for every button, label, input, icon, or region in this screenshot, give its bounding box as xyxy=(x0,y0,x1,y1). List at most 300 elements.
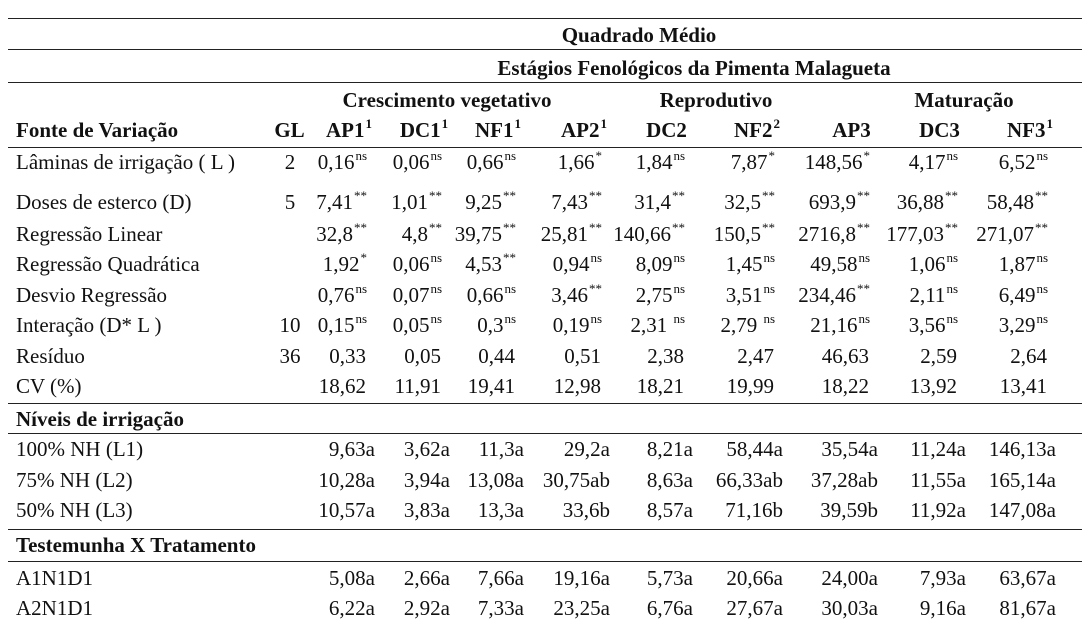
table-cell: 63,67a xyxy=(999,566,1056,590)
table-cell xyxy=(897,190,958,214)
table-cell: 66,33ab xyxy=(715,468,783,492)
table-cell: 33,6b xyxy=(562,498,610,522)
table-cell xyxy=(636,150,685,174)
column-header xyxy=(646,118,688,142)
table-cell xyxy=(478,344,516,368)
cell-value: 0,06 xyxy=(392,252,430,276)
table-cell: 11,3a xyxy=(478,437,524,461)
cell-value: 18,22 xyxy=(821,374,869,398)
significance-mark: ns xyxy=(673,311,685,326)
cell-value: 0,76 xyxy=(317,283,355,307)
rule-below-columns xyxy=(8,147,1082,148)
table-cell xyxy=(613,222,685,246)
rule-section-irrigation-top xyxy=(8,403,1082,404)
significance-mark: ** xyxy=(429,188,442,203)
column-header xyxy=(274,118,305,142)
table-cell xyxy=(999,150,1048,174)
table-cell: 5,73a xyxy=(646,566,693,590)
table-cell: 27,67a xyxy=(726,596,783,620)
gl-value: 2 xyxy=(284,150,296,174)
cell-value: 0,3 xyxy=(477,313,504,337)
significance-mark: * xyxy=(360,250,367,265)
significance-mark: ** xyxy=(589,188,602,203)
cell-value: 4,53 xyxy=(465,252,502,276)
table-cell xyxy=(404,344,442,368)
table-cell: 6,22a xyxy=(328,596,375,620)
significance-mark: ns xyxy=(1036,250,1048,265)
table-cell: 8,63a xyxy=(646,468,693,492)
table-cell xyxy=(724,190,775,214)
cell-value: 1,01 xyxy=(391,190,428,214)
table-cell xyxy=(822,374,870,398)
significance-mark: ** xyxy=(945,220,958,235)
table-cell xyxy=(455,222,516,246)
cell-value: 1,45 xyxy=(725,252,763,276)
rule-section-control-top xyxy=(8,529,1082,530)
significance-mark: ns xyxy=(355,281,367,296)
table-cell: 13,08a xyxy=(467,468,524,492)
significance-mark: ** xyxy=(589,281,602,296)
column-header xyxy=(832,118,872,142)
column-header xyxy=(400,118,448,142)
table-cell: 19,16a xyxy=(553,566,610,590)
table-cell xyxy=(316,190,367,214)
cell-value: 0,51 xyxy=(564,344,601,368)
table-cell xyxy=(393,150,442,174)
table-cell xyxy=(798,222,870,246)
table-cell xyxy=(737,344,775,368)
table-cell: 71,16b xyxy=(725,498,783,522)
table-cell: 7,66a xyxy=(477,566,524,590)
group-crescimento: Crescimento vegetativo xyxy=(342,88,552,112)
cell-value: 2,64 xyxy=(1010,344,1047,368)
cell-value: 0,66 xyxy=(466,150,504,174)
table-cell xyxy=(810,252,870,276)
cell-value: 49,58 xyxy=(810,252,858,276)
significance-mark: ns xyxy=(504,311,516,326)
significance-mark: 1 xyxy=(600,116,607,131)
table-cell: 23,25a xyxy=(553,596,610,620)
table-cell xyxy=(402,222,442,246)
table-cell xyxy=(558,150,602,174)
table-cell: 9,63a xyxy=(328,437,375,461)
cell-value: 36,88 xyxy=(896,190,944,214)
cell-value: NF2 xyxy=(734,118,773,142)
cell-value: 3,56 xyxy=(908,313,946,337)
table-cell: 2,92a xyxy=(403,596,450,620)
cell-value: 3,46 xyxy=(551,283,588,307)
table-cell: 11,55a xyxy=(910,468,966,492)
table-cell: 81,67a xyxy=(999,596,1056,620)
significance-mark: ** xyxy=(857,281,870,296)
table-cell xyxy=(541,222,602,246)
significance-mark: ns xyxy=(763,281,775,296)
table-cell xyxy=(316,222,367,246)
column-header xyxy=(326,118,372,142)
cell-value: 2716,8 xyxy=(798,222,856,246)
column-header xyxy=(475,118,521,142)
significance-mark: 1 xyxy=(1046,116,1053,131)
table-cell xyxy=(329,344,367,368)
table-cell xyxy=(1000,374,1048,398)
column-header xyxy=(734,118,780,142)
cell-value: 2,31 xyxy=(630,313,673,337)
significance-mark: * xyxy=(768,148,775,163)
table-cell: 7,33a xyxy=(477,596,524,620)
table-cell: 3,83a xyxy=(403,498,450,522)
table-cell: 7,93a xyxy=(919,566,966,590)
cell-value: NF1 xyxy=(475,118,514,142)
row-label: Resíduo xyxy=(16,344,85,368)
table-cell xyxy=(318,313,367,337)
gl-value: 10 xyxy=(279,313,301,337)
cell-value: 32,8 xyxy=(316,222,353,246)
significance-mark: ** xyxy=(762,220,775,235)
cell-value: 46,63 xyxy=(821,344,869,368)
significance-mark: 1 xyxy=(365,116,372,131)
table-cell: 165,14a xyxy=(988,468,1056,492)
table-cell: 3,94a xyxy=(403,468,450,492)
cell-value: 140,66 xyxy=(613,222,671,246)
significance-mark: ns xyxy=(504,281,516,296)
significance-mark: 2 xyxy=(773,116,780,131)
significance-mark: ns xyxy=(673,250,685,265)
row-label: CV (%) xyxy=(16,374,82,398)
table-cell xyxy=(798,283,870,307)
table-cell xyxy=(647,344,685,368)
table-cell: 8,57a xyxy=(646,498,693,522)
table-cell xyxy=(636,252,685,276)
table-cell xyxy=(726,283,775,307)
cell-value: 2,11 xyxy=(909,283,946,307)
significance-mark: ** xyxy=(762,188,775,203)
table-cell xyxy=(551,190,602,214)
cell-value: DC2 xyxy=(646,118,687,142)
cell-value: 32,5 xyxy=(724,190,761,214)
table-cell xyxy=(477,313,516,337)
table-subtitle: Estágios Fenológicos da Pimenta Malagueta xyxy=(497,56,891,80)
cell-value: 7,43 xyxy=(551,190,588,214)
table-cell xyxy=(465,252,516,276)
significance-mark: ** xyxy=(589,220,602,235)
significance-mark: ns xyxy=(1036,281,1048,296)
table-cell xyxy=(318,283,367,307)
table-cell: 10,57a xyxy=(318,498,375,522)
cell-value: DC3 xyxy=(919,118,960,142)
table-cell: 2,66a xyxy=(403,566,450,590)
table-cell: 30,03a xyxy=(821,596,878,620)
rule-section-control-bottom xyxy=(8,561,1082,562)
column-header xyxy=(1007,118,1053,142)
significance-mark: ** xyxy=(857,188,870,203)
significance-mark: ns xyxy=(1036,148,1048,163)
cell-value: 3,51 xyxy=(725,283,763,307)
table-cell xyxy=(553,252,602,276)
table-cell xyxy=(805,150,870,174)
row-label: 75% NH (L2) xyxy=(16,468,133,492)
significance-mark: ns xyxy=(763,311,775,326)
table-cell: 146,13a xyxy=(988,437,1056,461)
table-cell xyxy=(910,374,958,398)
table-cell xyxy=(999,313,1048,337)
table-cell xyxy=(551,283,602,307)
significance-mark: ns xyxy=(430,148,442,163)
significance-mark: ns xyxy=(858,250,870,265)
row-label: Interação (D* L ) xyxy=(16,313,162,337)
cell-value: 0,06 xyxy=(392,150,430,174)
row-label: Regressão Linear xyxy=(16,222,163,246)
significance-mark: 1 xyxy=(514,116,521,131)
table-cell: 147,08a xyxy=(988,498,1056,522)
table-cell xyxy=(731,150,775,174)
table-cell xyxy=(909,150,958,174)
cell-value: 31,4 xyxy=(634,190,671,214)
table-cell xyxy=(920,344,958,368)
significance-mark: ** xyxy=(503,220,516,235)
table-cell xyxy=(1010,344,1048,368)
table-cell: 35,54a xyxy=(821,437,878,461)
table-cell xyxy=(987,190,1048,214)
table-cell: 37,28ab xyxy=(810,468,878,492)
row-label: Regressão Quadrática xyxy=(16,252,200,276)
table-cell xyxy=(726,252,775,276)
cell-value: 0,66 xyxy=(466,283,504,307)
significance-mark: ns xyxy=(590,311,602,326)
cell-value: 8,09 xyxy=(635,252,673,276)
row-label: Doses de esterco (D) xyxy=(16,190,192,214)
cell-value: 2,47 xyxy=(737,344,774,368)
cell-value: 13,92 xyxy=(909,374,957,398)
section-title-testemunha: Testemunha X Tratamento xyxy=(16,533,256,557)
cell-value: 6,52 xyxy=(998,150,1036,174)
significance-mark: 1 xyxy=(441,116,449,131)
cell-value: 11,91 xyxy=(394,374,441,398)
table-cell xyxy=(999,252,1048,276)
gl-value: 5 xyxy=(284,190,296,214)
table-cell: 13,3a xyxy=(477,498,524,522)
cell-value: 1,84 xyxy=(635,150,673,174)
group-maturacao: Maturação xyxy=(914,88,1014,112)
table-cell xyxy=(391,190,442,214)
table-cell xyxy=(467,283,516,307)
cell-value: 58,48 xyxy=(986,190,1034,214)
significance-mark: ** xyxy=(354,188,367,203)
table-cell xyxy=(323,252,367,276)
significance-mark: ** xyxy=(354,220,367,235)
table-cell xyxy=(909,313,958,337)
cell-value: 19,41 xyxy=(467,374,515,398)
cell-value: 0,15 xyxy=(317,313,355,337)
cell-value: 1,87 xyxy=(998,252,1036,276)
cell-value: NF3 xyxy=(1007,118,1046,142)
significance-mark: ** xyxy=(672,188,685,203)
significance-mark: ns xyxy=(430,311,442,326)
table-cell: 6,76a xyxy=(646,596,693,620)
cell-value: 1,66 xyxy=(557,150,595,174)
significance-mark: * xyxy=(595,148,602,163)
significance-mark: ns xyxy=(946,148,958,163)
row-label: Desvio Regressão xyxy=(16,283,168,307)
table-cell xyxy=(554,374,602,398)
table-title: Quadrado Médio xyxy=(561,23,717,47)
significance-mark: ns xyxy=(504,148,516,163)
cell-value: 19,99 xyxy=(726,374,774,398)
table-cell xyxy=(886,222,958,246)
significance-mark: ns xyxy=(590,250,602,265)
table-cell xyxy=(634,190,685,214)
table-cell xyxy=(636,283,685,307)
rule-top xyxy=(8,18,1082,19)
cell-value: 0,07 xyxy=(392,283,430,307)
significance-mark: ** xyxy=(429,220,442,235)
cell-value: 0,33 xyxy=(329,344,366,368)
cell-value: 2,59 xyxy=(920,344,957,368)
table-cell xyxy=(637,374,685,398)
table-cell xyxy=(465,190,516,214)
table-cell: 30,75ab xyxy=(542,468,610,492)
table-cell xyxy=(909,252,958,276)
significance-mark: ** xyxy=(945,188,958,203)
significance-mark: ** xyxy=(1035,188,1048,203)
cell-value: AP1 xyxy=(326,118,365,142)
table-cell: 5,08a xyxy=(328,566,375,590)
table-cell: 10,28a xyxy=(318,468,375,492)
row-label: Lâminas de irrigação ( L ) xyxy=(16,150,236,174)
cell-value: 2,38 xyxy=(647,344,684,368)
cell-value: GL xyxy=(274,118,305,142)
table-cell xyxy=(564,344,602,368)
cell-value: 1,92 xyxy=(322,252,360,276)
significance-mark: ns xyxy=(946,250,958,265)
significance-mark: ** xyxy=(857,220,870,235)
cell-value: 0,94 xyxy=(552,252,590,276)
table-cell xyxy=(318,150,367,174)
table-cell xyxy=(999,283,1048,307)
significance-mark: ns xyxy=(763,250,775,265)
table-cell: 9,16a xyxy=(919,596,966,620)
cell-value: 9,25 xyxy=(465,190,502,214)
cell-value: 693,9 xyxy=(808,190,856,214)
cell-value: 0,44 xyxy=(478,344,515,368)
significance-mark: ns xyxy=(858,311,870,326)
cell-value: 13,41 xyxy=(999,374,1047,398)
table-cell xyxy=(822,344,870,368)
cell-value: AP2 xyxy=(561,118,600,142)
cell-value: 271,07 xyxy=(976,222,1034,246)
cell-value: 12,98 xyxy=(553,374,601,398)
section-title-irrigacao: Níveis de irrigação xyxy=(16,407,184,431)
cell-value: 25,81 xyxy=(540,222,588,246)
cell-value: 150,5 xyxy=(713,222,761,246)
table-cell xyxy=(976,222,1048,246)
significance-mark: ns xyxy=(430,250,442,265)
column-header xyxy=(919,118,961,142)
cell-value: 0,19 xyxy=(552,313,590,337)
cell-value: 0,16 xyxy=(317,150,355,174)
table-cell xyxy=(727,374,775,398)
table-cell xyxy=(393,313,442,337)
table-cell xyxy=(630,313,685,337)
significance-mark: ns xyxy=(355,148,367,163)
significance-mark: ** xyxy=(503,188,516,203)
table-cell xyxy=(319,374,367,398)
row-label: 50% NH (L3) xyxy=(16,498,133,522)
table-cell: 8,21a xyxy=(646,437,693,461)
significance-mark: ns xyxy=(673,281,685,296)
cell-value: 4,17 xyxy=(908,150,946,174)
cell-value: 1,06 xyxy=(908,252,946,276)
table-cell xyxy=(553,313,602,337)
cell-value: 0,05 xyxy=(404,344,441,368)
table-cell: 24,00a xyxy=(821,566,878,590)
table-cell xyxy=(395,374,442,398)
cell-value: 7,87 xyxy=(730,150,768,174)
significance-mark: ns xyxy=(946,311,958,326)
gl-value: 36 xyxy=(279,344,301,368)
rule-below-subtitle xyxy=(8,82,1082,83)
row-label: 100% NH (L1) xyxy=(16,437,144,461)
row-label: A2N1D1 xyxy=(16,596,93,620)
significance-mark: ns xyxy=(673,148,685,163)
cell-value: 2,79 xyxy=(720,313,763,337)
table-cell: 29,2a xyxy=(563,437,610,461)
table-cell: 3,62a xyxy=(403,437,450,461)
table-cell: 39,59b xyxy=(820,498,878,522)
significance-mark: ns xyxy=(946,281,958,296)
significance-mark: ns xyxy=(430,281,442,296)
cell-value: 4,8 xyxy=(401,222,428,246)
cell-value: 2,75 xyxy=(635,283,673,307)
rule-below-title xyxy=(8,49,1082,50)
group-reprodutivo: Reprodutivo xyxy=(659,88,773,112)
significance-mark: ns xyxy=(1036,311,1048,326)
cell-value: 177,03 xyxy=(886,222,944,246)
table-cell xyxy=(468,374,516,398)
cell-value: 6,49 xyxy=(998,283,1036,307)
significance-mark: ** xyxy=(503,250,516,265)
significance-mark: ** xyxy=(1035,220,1048,235)
table-cell xyxy=(467,150,516,174)
column-header xyxy=(561,118,607,142)
cell-value: 7,41 xyxy=(316,190,353,214)
cell-value: 18,21 xyxy=(636,374,684,398)
table-cell xyxy=(909,283,958,307)
rule-section-irrigation-bottom xyxy=(8,433,1082,434)
significance-mark: * xyxy=(863,148,870,163)
cell-value: 148,56 xyxy=(804,150,863,174)
table-cell xyxy=(809,190,870,214)
table-cell: 11,24a xyxy=(910,437,966,461)
column-header-fonte: Fonte de Variação xyxy=(16,118,179,142)
table-cell xyxy=(714,222,775,246)
cell-value: 234,46 xyxy=(798,283,856,307)
cell-value: 3,29 xyxy=(998,313,1036,337)
table-cell: 20,66a xyxy=(726,566,783,590)
cell-value: 21,16 xyxy=(810,313,858,337)
cell-value: AP3 xyxy=(832,118,871,142)
significance-mark: ** xyxy=(672,220,685,235)
cell-value: DC1 xyxy=(399,118,441,142)
table-cell xyxy=(720,313,775,337)
table-cell: 11,92a xyxy=(910,498,966,522)
table-cell: 58,44a xyxy=(726,437,783,461)
row-label: A1N1D1 xyxy=(16,566,93,590)
table-cell xyxy=(810,313,870,337)
cell-value: 18,62 xyxy=(318,374,366,398)
cell-value: 0,05 xyxy=(392,313,430,337)
table-cell xyxy=(393,252,442,276)
significance-mark: ns xyxy=(355,311,367,326)
